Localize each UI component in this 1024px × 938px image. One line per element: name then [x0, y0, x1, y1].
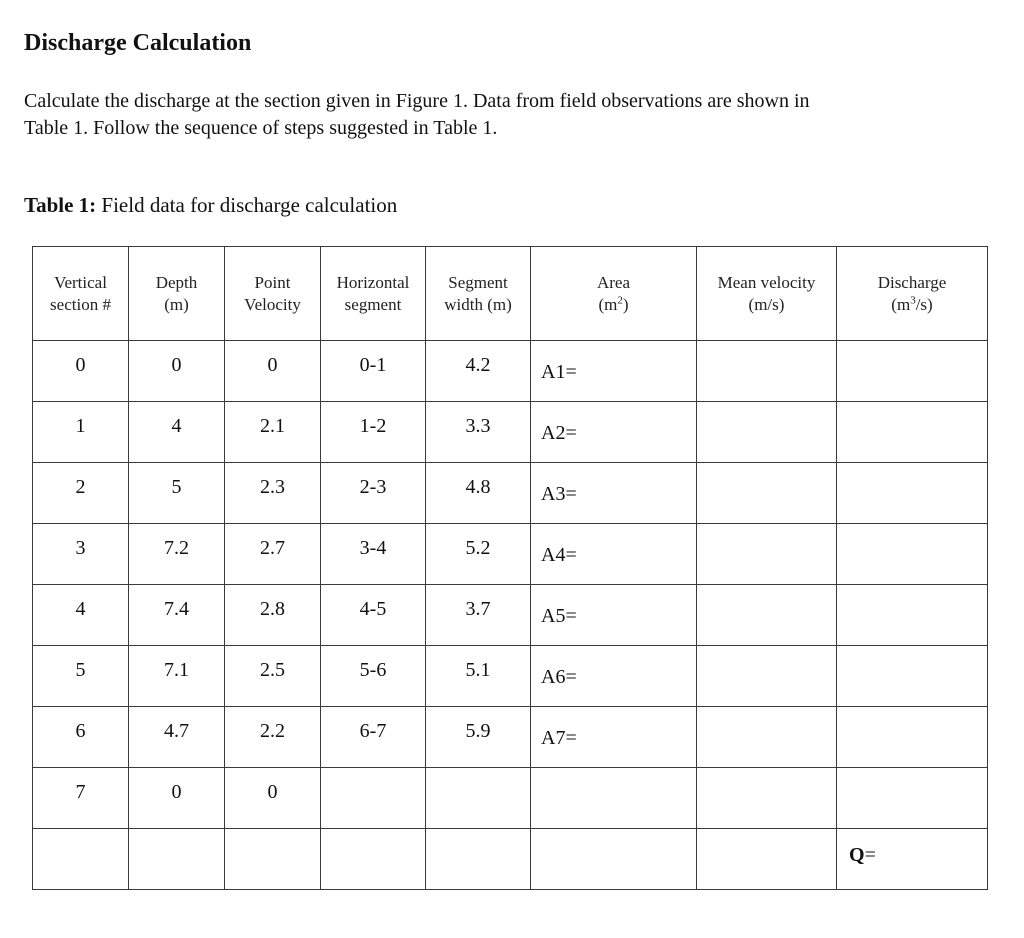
table-row [33, 768, 988, 829]
cell-area: A3= [531, 463, 697, 524]
cell-velocity: 2.8 [225, 585, 321, 646]
table-header-row [33, 247, 988, 341]
cell-velocity: 0 [225, 768, 321, 829]
cell-discharge [837, 341, 988, 402]
cell-segment: 5-6 [321, 646, 426, 707]
cell-discharge [837, 646, 988, 707]
cell-depth: 5 [129, 463, 225, 524]
cell-section: 7 [33, 768, 129, 829]
table-row [33, 463, 988, 524]
cell-width: 3.3 [426, 402, 531, 463]
intro-line-1: Calculate the discharge at the section given in Figure 1. Data from field observations are shown in [24, 90, 810, 112]
cell-width [426, 768, 531, 829]
total-discharge-cell [837, 829, 988, 890]
total-cell-empty [225, 829, 321, 890]
cell-segment: 6-7 [321, 707, 426, 768]
cell-section: 2 [33, 463, 129, 524]
cell-area: A1= [531, 341, 697, 402]
table-row [33, 707, 988, 768]
total-cell-empty [426, 829, 531, 890]
cell-segment [321, 768, 426, 829]
cell-velocity: 2.5 [225, 646, 321, 707]
cell-mean-velocity [697, 341, 837, 402]
cell-section: 5 [33, 646, 129, 707]
cell-velocity: 2.7 [225, 524, 321, 585]
cell-discharge [837, 402, 988, 463]
total-q-suffix: = [864, 844, 876, 866]
cell-width: 5.9 [426, 707, 531, 768]
cell-mean-velocity [697, 402, 837, 463]
header-area: Area $(m^2)$ [531, 247, 697, 341]
cell-area [531, 768, 697, 829]
total-row [33, 829, 988, 890]
table-row [33, 585, 988, 646]
cell-mean-velocity [697, 707, 837, 768]
cell-width: 5.2 [426, 524, 531, 585]
cell-section: 4 [33, 585, 129, 646]
total-cell-empty [697, 829, 837, 890]
cell-velocity: 2.3 [225, 463, 321, 524]
table-caption [24, 193, 397, 218]
intro-line-2: Table 1. Follow the sequence of steps suggested in Table 1. [24, 117, 498, 139]
total-q-label: Q [849, 844, 865, 866]
cell-depth: 4 [129, 402, 225, 463]
table-row [33, 524, 988, 585]
cell-depth: 7.2 [129, 524, 225, 585]
header-horizontal-segment: Horizontal segment [321, 247, 426, 341]
discharge-table [32, 246, 988, 890]
cell-area: A4= [531, 524, 697, 585]
header-mean-velocity: Mean velocity (m/s) [697, 247, 837, 341]
page-title: Discharge Calculation [24, 30, 252, 56]
header-discharge: Discharge $(m^3/s)$ [837, 247, 988, 341]
total-cell-empty [33, 829, 129, 890]
cell-section: 1 [33, 402, 129, 463]
cell-velocity: 2.2 [225, 707, 321, 768]
cell-mean-velocity [697, 524, 837, 585]
cell-depth: 0 [129, 341, 225, 402]
total-cell-empty [531, 829, 697, 890]
cell-area: A7= [531, 707, 697, 768]
cell-area: A2= [531, 402, 697, 463]
cell-section: 0 [33, 341, 129, 402]
caption-text: Field data for discharge calculation [96, 193, 398, 217]
cell-mean-velocity [697, 585, 837, 646]
cell-width: 5.1 [426, 646, 531, 707]
cell-discharge [837, 585, 988, 646]
cell-depth: 7.4 [129, 585, 225, 646]
cell-depth: 4.7 [129, 707, 225, 768]
cell-depth: 7.1 [129, 646, 225, 707]
table-row [33, 402, 988, 463]
header-vertical-section: Vertical section # [33, 247, 129, 341]
cell-width: 4.8 [426, 463, 531, 524]
cell-mean-velocity [697, 646, 837, 707]
cell-area: A6= [531, 646, 697, 707]
cell-segment: 0-1 [321, 341, 426, 402]
total-cell-empty [321, 829, 426, 890]
cell-segment: 2-3 [321, 463, 426, 524]
cell-mean-velocity [697, 768, 837, 829]
table-row [33, 646, 988, 707]
cell-segment: 1-2 [321, 402, 426, 463]
cell-segment: 4-5 [321, 585, 426, 646]
table-row [33, 341, 988, 402]
intro-paragraph [24, 88, 984, 142]
cell-discharge [837, 463, 988, 524]
cell-segment: 3-4 [321, 524, 426, 585]
cell-mean-velocity [697, 463, 837, 524]
total-cell-empty [129, 829, 225, 890]
header-segment-width: Segment width (m) [426, 247, 531, 341]
header-depth: Depth (m) [129, 247, 225, 341]
cell-discharge [837, 524, 988, 585]
cell-width: 3.7 [426, 585, 531, 646]
cell-area: A5= [531, 585, 697, 646]
cell-section: 6 [33, 707, 129, 768]
cell-discharge [837, 707, 988, 768]
cell-velocity: 2.1 [225, 402, 321, 463]
cell-width: 4.2 [426, 341, 531, 402]
cell-depth: 0 [129, 768, 225, 829]
cell-section: 3 [33, 524, 129, 585]
cell-velocity: 0 [225, 341, 321, 402]
cell-discharge [837, 768, 988, 829]
caption-label: Table 1: [24, 193, 97, 217]
header-point-velocity: Point Velocity [225, 247, 321, 341]
